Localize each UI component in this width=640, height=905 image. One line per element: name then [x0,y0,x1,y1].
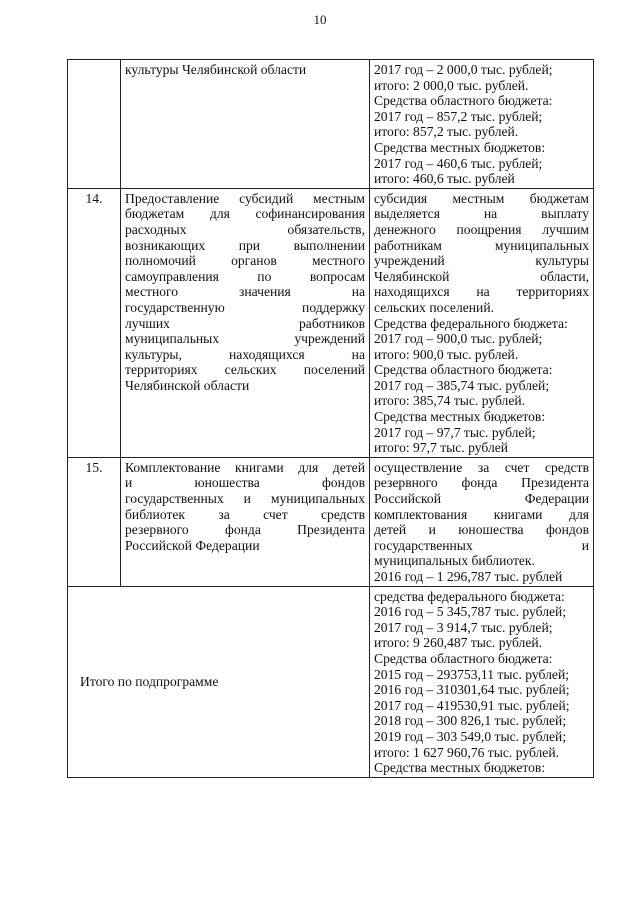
funding-line: Средства местных бюджетов: [374,139,546,155]
funding-line: 2016 год – 5 345,787 тыс. рублей; [374,604,567,620]
measure-name-line: бюджетам для софинансирования [125,206,365,222]
measure-name-line: государственную поддержку [125,299,365,315]
funding-line: резервного фонда Президента [374,475,589,491]
table-row [68,60,594,189]
funding-line: Средства местных бюджетов: [374,409,546,425]
funding-line: 2017 год – 419530,91 тыс. рублей; [374,697,570,713]
row-number: 14. [68,188,121,457]
measure-name-line: полномочий органов местного [125,253,365,269]
funding-line: 2017 год – 2 000,0 тыс. рублей; [374,62,553,77]
row-number [68,60,121,189]
measure-name-line: Челябинской области [125,377,250,393]
measure-name-line: культуры Челябинской области [125,62,307,77]
funding-line: итого: 9 260,487 тыс. рублей. [374,635,543,651]
measure-name-line: резервного фонда Президента [125,522,365,538]
funding-line: Средства областного бюджета: [374,362,553,378]
funding-line: 2015 год – 293753,11 тыс. рублей; [374,666,569,682]
funding-line: работникам муниципальных [374,237,589,253]
funding-line: 2016 год – 310301,64 тыс. рублей; [374,682,570,698]
funding-line: итого: 97,7 тыс. рублей [374,440,509,456]
page-number: 10 [313,12,327,27]
funding-line: субсидия местным бюджетам [374,190,589,206]
measure-name-line: самоуправления по вопросам [125,268,365,284]
funding-line: 2019 год – 303 549,0 тыс. рублей; [374,728,567,744]
funding-line: Средства федерального бюджета: [374,315,568,331]
funding-line: итого: 857,2 тыс. рублей. [374,124,519,140]
funding-line: муниципальных библиотек. [374,553,535,569]
funding-line: итого: 1 627 960,76 тыс. рублей. [374,744,560,760]
funding-line: Российской Федерации [374,491,589,507]
funding-line: 2017 год – 97,7 тыс. рублей; [374,424,536,440]
funding-line: Средства местных бюджетов: [374,760,546,776]
funding-line: сельских поселений. [374,299,495,315]
funding-line: комплектования книгами для [374,506,589,522]
measure-name-line: Комплектование книгами для детей [125,459,365,475]
measure-name-line: расходных обязательств, [125,221,365,237]
funding-line: 2018 год – 300 826,1 тыс. рублей; [374,713,567,729]
funding-line: 2017 год – 385,74 тыс. рублей; [374,377,550,393]
funding-line: 2016 год – 1 296,787 тыс. рублей [374,569,563,584]
funding-line: выделяется на выплату [374,206,589,222]
table-row [68,188,594,457]
funding-line: Средства областного бюджета: [374,650,553,666]
measure-name-line: Российской Федерации [125,537,260,553]
total-label: Итого по подпрограмме [68,586,370,777]
measure-name-cell [121,188,370,457]
funding-line: итого: 2 000,0 тыс. рублей. [374,77,529,93]
funding-line: осуществление за счет средств [374,459,589,475]
measure-name-line: и юношества фондов [125,475,365,491]
measure-name-line: возникающих при выполнении [125,237,365,253]
funding-cell [370,188,594,457]
measure-name-line: культуры, находящихся на [125,346,365,362]
funding-line: денежного поощрения лучшим [374,221,589,237]
total-funding-cell [370,586,594,777]
funding-line: учреждений культуры [374,253,589,269]
subprogram-table [67,59,594,778]
funding-line: 2017 год – 460,6 тыс. рублей; [374,155,543,171]
funding-line: Челябинской области, [374,268,589,284]
measure-name-line: библиотек за счет средств [125,506,365,522]
funding-line: итого: 900,0 тыс. рублей. [374,346,519,362]
funding-line: Средства областного бюджета: [374,93,553,109]
table-row-total [68,586,594,777]
funding-cell [370,60,594,189]
measure-name-line: государственных и муниципальных [125,491,365,507]
funding-line: 2017 год – 900,0 тыс. рублей; [374,331,543,347]
funding-line: итого: 385,74 тыс. рублей. [374,393,526,409]
measure-name-line: муниципальных учреждений [125,331,365,347]
row-number: 15. [68,457,121,586]
funding-cell [370,457,594,586]
measure-name-cell [121,60,370,189]
measure-name-line: лучших работников [125,315,365,331]
measure-name-line: местного значения на [125,284,365,300]
funding-line: 2017 год – 3 914,7 тыс. рублей; [374,619,553,635]
measure-name-line: территориях сельских поселений [125,362,365,378]
funding-line: детей и юношества фондов [374,522,589,538]
funding-line: средства федерального бюджета: [374,588,565,604]
measure-name-line: Предоставление субсидий местным [125,190,365,206]
funding-line: государственных и [374,537,589,553]
funding-line: находящихся на территориях [374,284,589,300]
funding-line: итого: 460,6 тыс. рублей [374,171,515,187]
measure-name-cell [121,457,370,586]
table-row [68,457,594,586]
funding-line: 2017 год – 857,2 тыс. рублей; [374,108,543,124]
